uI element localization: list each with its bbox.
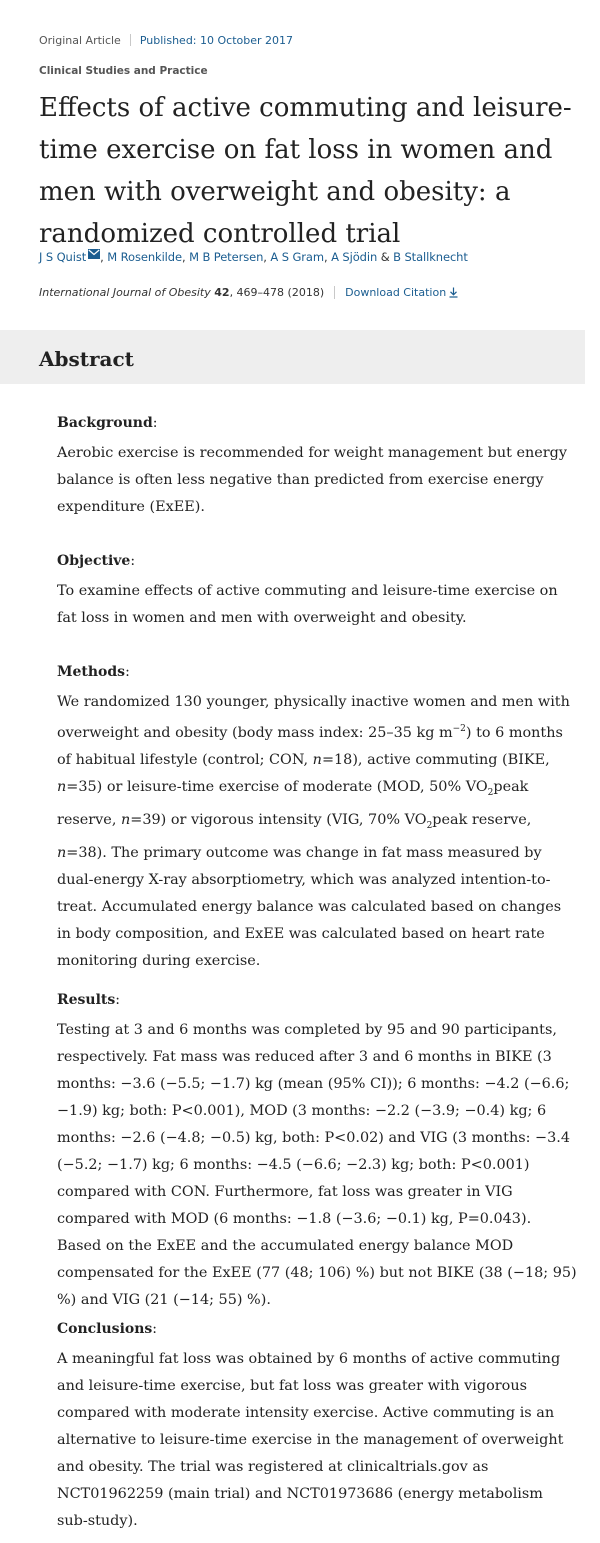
article-meta bbox=[39, 31, 293, 49]
author-link[interactable]: A Sjödin bbox=[331, 250, 378, 264]
author-separator: , bbox=[323, 250, 332, 264]
section-label: Objective: bbox=[57, 553, 136, 569]
envelope-icon[interactable] bbox=[88, 249, 100, 259]
section-label: Conclusions: bbox=[57, 1321, 157, 1337]
section-label: Methods: bbox=[57, 664, 130, 680]
abstract-heading: Abstract bbox=[39, 347, 134, 371]
citation-divider bbox=[334, 286, 335, 299]
download-citation-label: Download Citation bbox=[345, 286, 447, 299]
subject-category[interactable]: Clinical Studies and Practice bbox=[39, 65, 208, 77]
author-link[interactable]: M B Petersen bbox=[189, 250, 264, 264]
download-icon bbox=[449, 287, 458, 298]
section-text: A meaningful fat loss was obtained by 6 months of active commuting and leisure-time exercise, but fat loss was greater with vigorous compared with moderate intensity exercise. Active commuting is an alternative to leisure-time exercise in the management of overweight and obesity. The trial was registered at clinicaltrials.gov as NCT01962259 (main trial) and NCT01973686 (energy metabolism sub-study). bbox=[57, 1351, 564, 1529]
author-link[interactable]: A S Gram bbox=[270, 250, 324, 264]
author-separator: , bbox=[263, 250, 271, 264]
author-separator: , bbox=[181, 250, 190, 264]
section-text: We randomized 130 younger, physically inactive women and men with overweight and obesity (body mass index: 25–35 kg $m^{-2}$) to 6 months of habitual lifestyle (control; CON, n=18), active commuting (BIKE, n=35) or leisure-time exercise of moderate (MOD, 50% $VO_2peak$ reserve, n=39) or vigorous intensity (VIG, 70% $VO_2peak$ reserve, n=38). The primary outcome was change in fat mass measured by dual-energy X-ray absorptiometry, which was analyzed intention-to-treat. Accumulated energy balance was calculated based on changes in body composition, and ExEE was calculated based on heart rate monitoring during exercise. bbox=[57, 694, 570, 969]
author-link[interactable]: M Rosenkilde bbox=[107, 250, 182, 264]
abstract-section-background bbox=[57, 413, 577, 521]
journal-pages: , 469–478 (2018) bbox=[229, 286, 325, 299]
abstract-section-results bbox=[57, 990, 577, 1314]
author-link[interactable]: B Stallknecht bbox=[393, 250, 468, 264]
author-link[interactable]: J S Quist bbox=[39, 250, 87, 264]
article-type: Original Article bbox=[39, 33, 121, 47]
author-separator: , bbox=[100, 250, 108, 264]
section-label: Background: bbox=[57, 415, 158, 431]
citation-line bbox=[39, 286, 458, 299]
abstract-section-methods bbox=[57, 662, 577, 975]
section-text: Testing at 3 and 6 months was completed by 95 and 90 participants, respectively. Fat mass was reduced after 3 and 6 months in BIKE (3 months: −3.6 (−5.5; −1.7) kg (mean (95% CI)); 6 months: −4.2 (−6.6; −1.9) kg; both: P<0.001), MOD (3 months: −2.2 (−3.9; −0.4) kg; 6 months: −2.6 (−4.8; −0.5) kg, both: P<0.02) and VIG (3 months: −3.4 (−5.2; −1.7) kg; 6 months: −4.5 (−6.6; −2.3) kg; both: P<0.001) compared with CON. Furthermore, fat loss was greater in VIG compared with MOD (6 months: −1.8 (−3.6; −0.1) kg, P=0.043). Based on the ExEE and the accumulated energy balance MOD compensated for the ExEE (77 (48; 106) %) but not BIKE (38 (−18; 95) %) and VIG (21 (−14; 55) %). bbox=[57, 1022, 577, 1308]
published-date[interactable]: Published: 10 October 2017 bbox=[139, 33, 294, 47]
author-list bbox=[39, 250, 468, 264]
download-citation-button[interactable] bbox=[345, 286, 458, 299]
abstract-section-conclusions bbox=[57, 1319, 577, 1535]
article-title: Effects of active commuting and leisure-time exercise on fat loss in women and men with overweight and obesity: a randomized controlled trial bbox=[39, 93, 572, 249]
section-text: To examine effects of active commuting and leisure-time exercise on fat loss in women and men with overweight and obesity. bbox=[57, 583, 558, 626]
abstract-section-objective bbox=[57, 551, 577, 632]
meta-divider bbox=[130, 34, 131, 46]
section-label: Results: bbox=[57, 992, 120, 1008]
author-ampersand: & bbox=[377, 250, 394, 264]
journal-volume: 42 bbox=[214, 286, 230, 299]
journal-name: International Journal of Obesity bbox=[39, 286, 211, 299]
section-text: Aerobic exercise is recommended for weight management but energy balance is often less negative than predicted from exercise energy expenditure (ExEE). bbox=[57, 445, 568, 515]
